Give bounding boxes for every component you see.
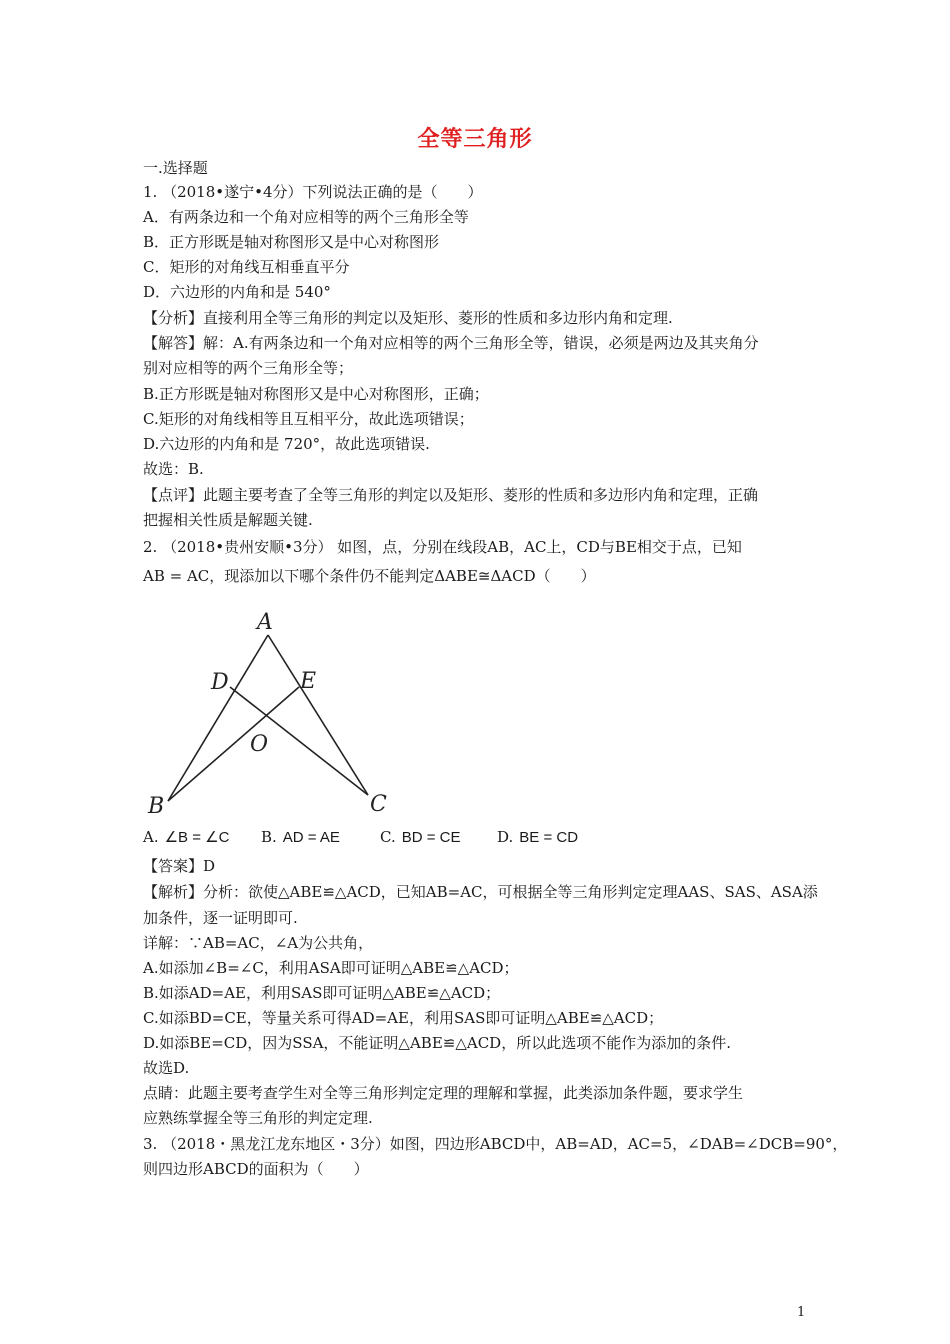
q1-comment: 把握相关性质是解题关键. — [143, 511, 313, 529]
point-label-e: E — [300, 669, 317, 694]
q1-option-a: A．有两条边和一个角对应相等的两个三角形全等 — [143, 208, 469, 226]
q2-explanation: 加条件，逐一证明即可. — [143, 909, 298, 927]
q2-detail: B.如添AD=AE，利用SAS即可证明△ABE≌△ACD； — [143, 984, 501, 1002]
question-2-stem: AB = AC，现添加以下哪个条件仍不能判定ΔABE≅ΔACD（ ） — [143, 567, 596, 585]
question-1-stem: 1. （2018•遂宁•4分）下列说法正确的是（ ） — [143, 183, 483, 201]
page-title: 全等三角形 — [417, 127, 533, 152]
q1-comment: 【点评】此题主要考查了全等三角形的判定以及矩形、菱形的性质和多边形内角和定理，正确 — [143, 486, 759, 504]
point-label-o: O — [250, 732, 269, 757]
q1-solution-line: B.正方形既是轴对称图形又是中心对称图形，正确； — [143, 385, 489, 403]
q2-option-a: A. ∠B = ∠C — [143, 828, 230, 846]
section-heading: 一.选择题 — [143, 159, 208, 177]
q1-solution-line: C.矩形的对角线相等且互相平分，故此选项错误； — [143, 410, 474, 428]
q1-analysis: 【分析】直接利用全等三角形的判定以及矩形、菱形的性质和多边形内角和定理. — [143, 309, 673, 327]
q2-detail: A.如添加∠B=∠C，利用ASA即可证明△ABE≌△ACD； — [143, 959, 519, 977]
q2-detail: 详解：∵AB=AC，∠A为公共角， — [143, 934, 374, 952]
q2-option-d: D. BE = CD — [497, 828, 579, 846]
q1-option-b: B．正方形既是轴对称图形又是中心对称图形 — [143, 233, 440, 251]
q1-solution-line: D.六边形的内角和是 720°，故此选项错误. — [143, 435, 430, 453]
vertex-label-a: A — [257, 610, 273, 635]
q2-answer-choice: 故选D. — [143, 1059, 190, 1077]
page-number: 1 — [797, 1305, 806, 1320]
vertex-label-c: C — [370, 792, 387, 817]
q1-answer: 故选：B. — [143, 460, 204, 478]
q2-comment: 应熟练掌握全等三角形的判定定理. — [143, 1109, 373, 1127]
q2-detail: D.如添BE=CD，因为SSA，不能证明△ABE≌△ACD，所以此选项不能作为添加的条件. — [143, 1034, 731, 1052]
q2-answer: 【答案】D — [143, 857, 216, 875]
q1-solution-line: 【解答】解：A.有两条边和一个角对应相等的两个三角形全等，错误，必须是两边及其夹角分 — [143, 334, 759, 352]
question-3-stem: 3. （2018・黑龙江龙东地区・3分）如图，四边形ABCD中，AB=AD，AC=5，∠DAB=∠DCB=90°， — [143, 1135, 848, 1153]
q2-explanation: 【解析】分析：欲使△ABE≌△ACD，已知AB=AC，可根据全等三角形判定定理AAS、SAS、ASA添 — [143, 883, 818, 901]
question-2-stem: 2. （2018•贵州安顺•3分） 如图，点，分别在线段AB，AC上，CD与BE相交于点，已知 — [143, 538, 742, 556]
q1-option-c: C．矩形的对角线互相垂直平分 — [143, 258, 350, 276]
q2-option-c: C. BD = CE — [380, 828, 461, 846]
q2-comment: 点睛：此题主要考查学生对全等三角形判定定理的理解和掌握，此类添加条件题，要求学生 — [143, 1084, 744, 1102]
q1-option-d: D．六边形的内角和是 540° — [143, 283, 331, 301]
question-3-stem: 则四边形ABCD的面积为（ ） — [143, 1160, 369, 1178]
vertex-label-b: B — [148, 794, 165, 819]
triangle-figure — [140, 605, 400, 820]
q1-solution-line: 别对应相等的两个三角形全等； — [143, 359, 354, 377]
q2-detail: C.如添BD=CE，等量关系可得AD=AE，利用SAS即可证明△ABE≌△ACD； — [143, 1009, 664, 1027]
q2-option-b: B. AD = AE — [261, 828, 340, 846]
point-label-d: D — [211, 670, 229, 695]
